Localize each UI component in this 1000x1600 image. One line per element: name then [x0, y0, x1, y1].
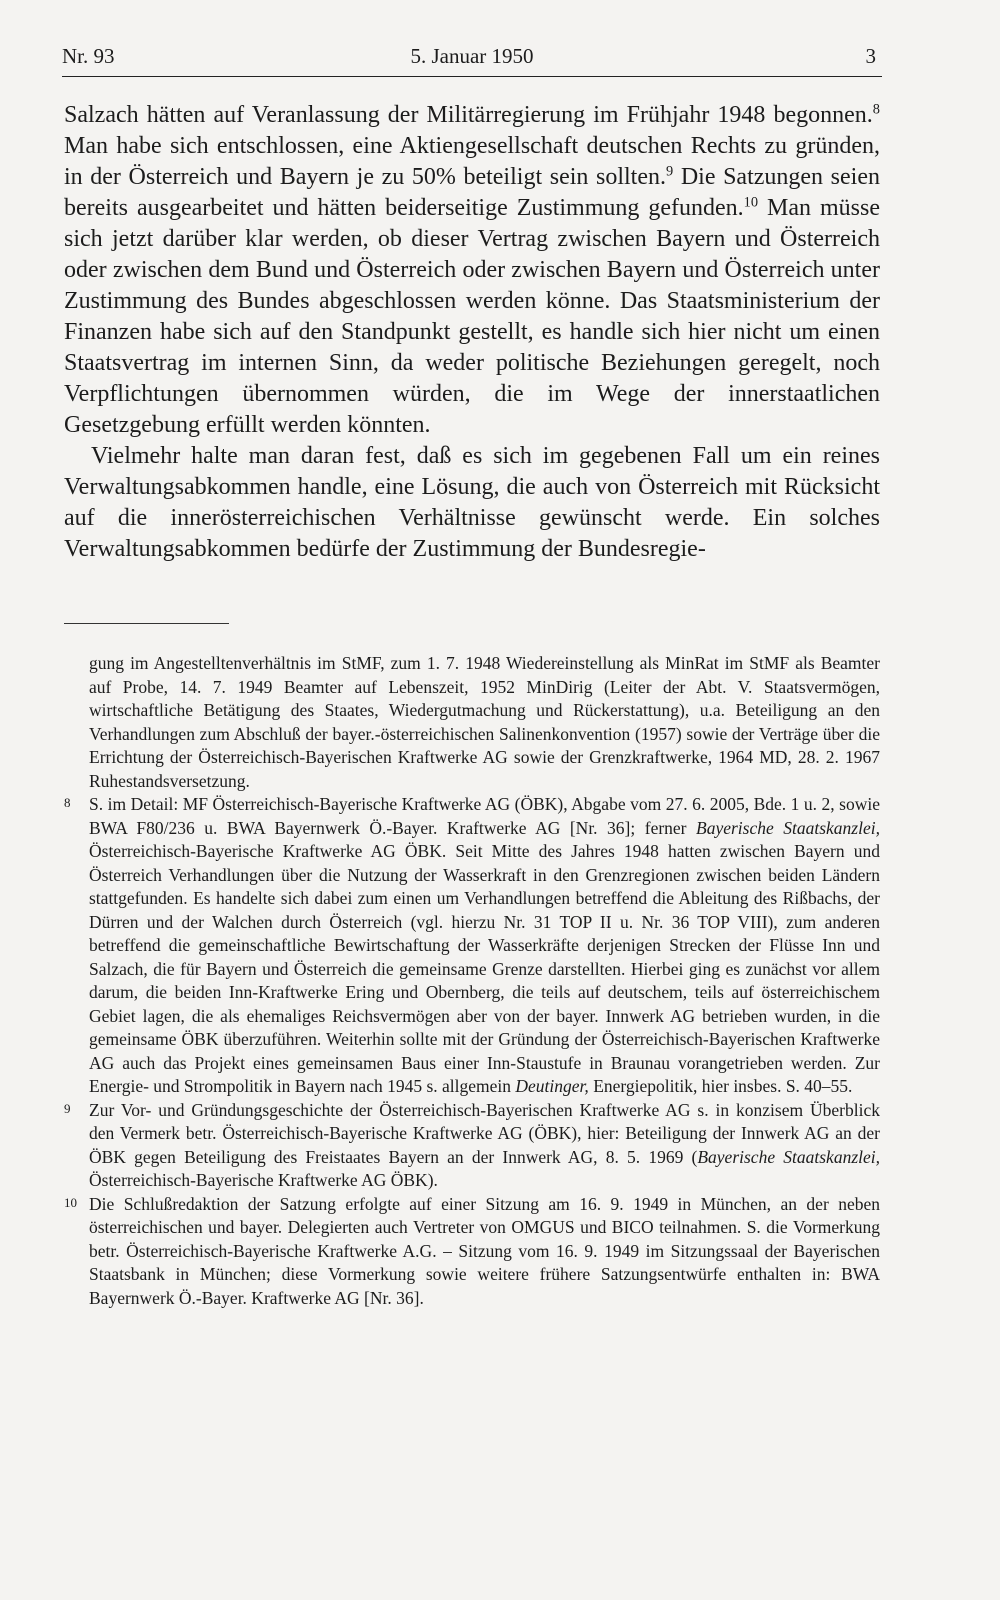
footnote-mark: 10	[64, 1194, 77, 1210]
footnote-text: Die Schlußredaktion der Satzung erfolgte auf einer Sitzung am 16. 9. 1949 in München, an der neben österreichischen und bayer. Delegierten auch Vertreter von OMGUS und BICO teilnahmen. S. die Vormerkung betr. Österreichisch-Bayerische Kraftwerke A.G. – Sitzung vom 16. 9. 1949 im Sitzungssaal der Bayerischen Staatsbank in München; diese Vormerkung sowie weitere frühere Satzungsentwürfe enthalten in: BWA Bayernwerk Ö.-Bayer. Kraftwerke AG [Nr. 36].	[89, 1193, 880, 1308]
footnote-mark: 9	[64, 1100, 71, 1116]
footnote-text: Österreichisch-Bayerische Kraftwerke AG ÖBK).	[89, 1170, 438, 1190]
footnote-text: Österreichisch-Bayerische Kraftwerke AG ÖBK. Seit Mitte des Jahres 1948 hatten zwischen Bayern und Österreich Verhandlungen über die Nutzung der Wasserkraft in den Grenzregionen zwischen beiden Ländern stattgefunden. Es handelte sich dabei zum einen um Verhandlungen betreffend die Ableitung des Rißbachs, der Dürren und der Walchen durch Österreich (vgl. hierzu Nr. 31 TOP II u. Nr. 36 TOP VIII), zum anderen betreffend die gemeinschaftliche Bewirtschaftung der Wasserkräfte derjenigen Strecken der Flüsse Inn und Salzach, die für Bayern und Österreich die gemeinsame Grenze darstellten. Hierbei ging es zunächst vor allem darum, die beiden Inn-Kraftwerke Ering und Obernberg, die teils auf deutschem, teils auf österreichischem Gebiet lagen, die als ehemaliges Reichsvermögen aber von der bayer. Innwerk AG betrieben wurden, in die gemeinsame ÖBK überzuführen. Weiterhin sollte mit der Gründung der Österreichisch-Bayerischen Kraftwerke AG auch das Projekt eines gemeinsamen Baus einer Inn-Staustufe in Braunau vorangetrieben werden. Zur Energie- und Strompolitik in Bayern nach 1945 s. allgemein	[89, 841, 880, 1096]
footnote-divider	[64, 623, 229, 624]
issue-number: Nr. 93	[62, 44, 115, 68]
paragraph-text: Man müsse sich jetzt darüber klar werden, ob dieser Vertrag zwischen Bayern und Österreich oder zwischen dem Bund und Österreich oder zwischen Bayern und Österreich unter Zustimmung des Bundes abgeschlossen werden könne. Das Staatsministerium der Finanzen habe sich auf den Standpunkt gestellt, es handle sich hier nicht um einen Staatsvertrag im internen Sinn, da weder politische Beziehungen geregelt, noch Verpflichtungen übernommen würden, die im Wege der innerstaatlichen Gesetzgebung erfüllt werden könnten.	[64, 195, 880, 438]
footnote-ref-9: 9	[666, 163, 674, 180]
page-number: 3	[865, 44, 876, 68]
paragraph-text: Die Satzungen seien bereits ausgearbeitet und hätten beiderseitige Zustimmung gefunden.	[64, 164, 880, 221]
footnote-continuation: gung im Angestelltenverhältnis im StMF, zum 1. 7. 1948 Wiedereinstellung als MinRat im StMF als Beamter auf Probe, 14. 7. 1949 Beamter auf Lebenszeit, 1952 MinDirig (Leiter der Abt. V. Staatsvermögen, wirtschaftliche Betätigung des Staates, Wiedergutmachung und Rückerstattung), u.a. Beteiligung an den Verhandlungen zum Abschluß der bayer.-österreichischen Salinenkonvention (1957) sowie der Verträge über die Errichtung der Österreichisch-Bayerischen Kraftwerke AG sowie der Grenzkraftwerke, 1964 MD, 28. 2. 1967 Ruhestandsversetzung.	[89, 653, 880, 791]
paragraph-text: Man habe sich entschlossen, eine Aktiengesellschaft deutschen Rechts zu gründen, in der Österreich und Bayern je zu 50% beteiligt sein sollten.	[64, 133, 880, 190]
main-text	[64, 100, 880, 565]
footnote-9	[64, 1099, 880, 1193]
footnote-text: Zur Vor- und Gründungsgeschichte der Österreichisch-Bayerischen Kraftwerke AG s. in konzisem Überblick den Vermerk betr. Österreichisch-Bayerische Kraftwerke AG (ÖBK), hier: Beteiligung der Innwerk AG an der ÖBK gegen Beteiligung des Freistaates Bayern an der Innwerk AG, 8. 5. 1969 (	[89, 1099, 880, 1167]
footnote-10	[64, 1193, 880, 1311]
paragraph: Vielmehr halte man daran fest, daß es sich im gegebenen Fall um ein reines Verwaltungsabkommen handle, eine Lösung, die auch von Österreich mit Rücksicht auf die innerösterreichischen Verhältnisse gewünscht werde. Ein solches Verwaltungsabkommen bedürfe der Zustimmung der Bundesregie-	[64, 443, 880, 562]
footnote-ref-8: 8	[872, 101, 880, 118]
footnote-italic: Bayerische Staatskanzlei,	[697, 1146, 880, 1167]
header-date: 5. Januar 1950	[410, 44, 534, 68]
paragraph	[64, 100, 880, 441]
footnote-text: S. im Detail: MF Österreichisch-Bayerische Kraftwerke AG (ÖBK), Abgabe vom 27. 6. 2005, Bde. 1 u. 2, sowie BWA F80/236 u. BWA Bayernwerk Ö.-Bayer. Kraftwerke AG [Nr. 36]; ferner	[89, 794, 880, 838]
footnote-mark: 8	[64, 795, 71, 810]
footnote-italic: Bayerische Staatskanzlei,	[696, 817, 880, 838]
footnote-text: Energiepolitik, hier insbes. S. 40–55.	[588, 1076, 853, 1096]
paragraph-text: Salzach hätten auf Veranlassung der Militärregierung im Frühjahr 1948 begonnen.	[64, 102, 873, 128]
footnote-8	[64, 793, 880, 1099]
running-header	[62, 40, 882, 77]
footnotes	[64, 652, 880, 1310]
footnote-ref-10: 10	[743, 194, 759, 211]
footnote-italic: Deutinger,	[515, 1076, 589, 1096]
